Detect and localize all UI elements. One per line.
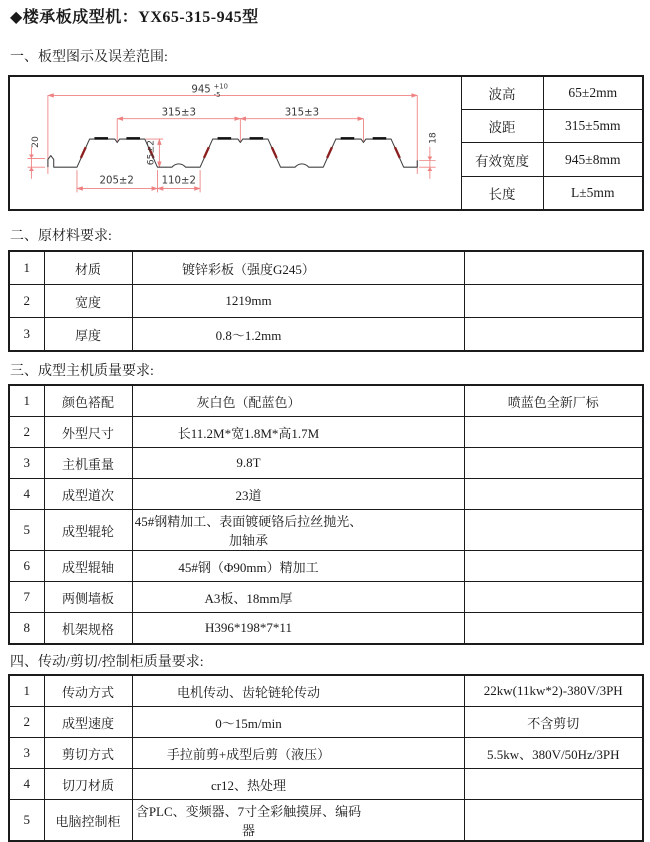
dimension-label-height: 65±2 xyxy=(145,140,157,166)
table-row xyxy=(9,318,643,352)
row-value: 1219mm xyxy=(132,285,464,318)
row-number: 1 xyxy=(9,385,44,417)
row-note xyxy=(464,510,643,551)
spec-value: L±5mm xyxy=(543,176,643,210)
row-value: H396*198*7*11 xyxy=(132,613,464,645)
row-note xyxy=(464,769,643,800)
spec-label: 波高 xyxy=(461,76,543,110)
row-value: 0.8～1.2mm xyxy=(132,318,464,352)
spec-value: 65±2mm xyxy=(543,76,643,110)
row-value: 手拉前剪+成型后剪（液压） xyxy=(132,738,464,769)
dimension-lines xyxy=(48,95,417,188)
row-label: 厚度 xyxy=(44,318,132,352)
table-row xyxy=(9,448,643,479)
row-value: 23道 xyxy=(132,479,464,510)
row-value: 灰白色（配蓝色） xyxy=(132,385,464,417)
row-label: 电脑控制柜 xyxy=(44,800,132,842)
row-note xyxy=(464,582,643,613)
dimension-label-pitch-left: 315±3 xyxy=(161,107,196,119)
row-label: 切刀材质 xyxy=(44,769,132,800)
row-number: 2 xyxy=(9,285,44,318)
page-title: ◆楼承板成型机：YX65-315-945型 xyxy=(10,9,259,26)
row-label: 主机重量 xyxy=(44,448,132,479)
section3-heading: 三、成型主机质量要求: xyxy=(10,364,154,379)
drive-shear-control-table xyxy=(8,674,644,842)
table-row xyxy=(9,769,643,800)
table-row xyxy=(9,76,643,110)
row-note: 22kw(11kw*2)-380V/3PH xyxy=(464,675,643,707)
row-value: 长11.2M*宽1.8M*高1.7M xyxy=(132,417,464,448)
row-number: 8 xyxy=(9,613,44,645)
row-number: 5 xyxy=(9,510,44,551)
row-value: A3板、18mm厚 xyxy=(132,582,464,613)
row-note xyxy=(464,479,643,510)
table-row xyxy=(9,251,643,285)
row-label: 宽度 xyxy=(44,285,132,318)
table-row xyxy=(9,800,643,842)
row-value: 9.8T xyxy=(132,448,464,479)
row-number: 3 xyxy=(9,318,44,352)
table-row xyxy=(9,707,643,738)
dimension-label-right-lip: 18 xyxy=(427,132,439,144)
row-label: 颜色褡配 xyxy=(44,385,132,417)
row-number: 5 xyxy=(9,800,44,842)
row-label: 材质 xyxy=(44,251,132,285)
row-number: 2 xyxy=(9,417,44,448)
row-value: 45#钢（Φ90mm）精加工 xyxy=(132,551,464,582)
extension-lines xyxy=(28,95,436,192)
section4-heading: 四、传动/剪切/控制柜质量要求: xyxy=(10,655,204,670)
forming-machine-table xyxy=(8,384,644,645)
row-number: 1 xyxy=(9,251,44,285)
row-note xyxy=(464,448,643,479)
row-note xyxy=(464,551,643,582)
row-note xyxy=(464,613,643,645)
table-row xyxy=(9,675,643,707)
row-label: 机架规格 xyxy=(44,613,132,645)
row-number: 3 xyxy=(9,448,44,479)
table-row xyxy=(9,510,643,551)
dimension-label-pitch-right: 315±3 xyxy=(284,107,320,119)
row-label: 传动方式 xyxy=(44,675,132,707)
row-note: 喷蓝色全新厂标 xyxy=(464,385,643,417)
dimension-label-left-lip: 20 xyxy=(30,136,42,148)
slope-hatch-marks xyxy=(81,147,400,158)
row-note xyxy=(464,318,643,352)
raw-material-table xyxy=(8,250,644,352)
row-number: 4 xyxy=(9,479,44,510)
spec-label: 有效宽度 xyxy=(461,143,543,176)
row-note xyxy=(464,251,643,285)
row-label: 成型辊轴 xyxy=(44,551,132,582)
dimension-label-overall-sup: +10 xyxy=(213,82,228,91)
row-label: 成型辊轮 xyxy=(44,510,132,551)
dimension-label-valley: 110±2 xyxy=(161,175,196,187)
spec-label: 长度 xyxy=(461,176,543,210)
table-row xyxy=(9,285,643,318)
spec-value: 945±8mm xyxy=(543,143,643,176)
table-row xyxy=(9,613,643,645)
panel-profile-line xyxy=(48,139,417,167)
row-number: 4 xyxy=(9,769,44,800)
dimension-label-overall: 945 xyxy=(191,84,211,96)
section1-heading: 一、板型图示及误差范围: xyxy=(10,50,168,65)
spec-value: 315±5mm xyxy=(543,110,643,143)
row-label: 两侧墙板 xyxy=(44,582,132,613)
table-row xyxy=(9,417,643,448)
row-value: 45#钢精加工、表面镀硬铬后拉丝抛光、加轴承 xyxy=(132,510,464,551)
panel-profile-drawing xyxy=(10,77,460,204)
row-note: 5.5kw、380V/50Hz/3PH xyxy=(464,738,643,769)
table-row xyxy=(9,385,643,417)
spec-label: 波距 xyxy=(461,110,543,143)
row-label: 剪切方式 xyxy=(44,738,132,769)
row-number: 1 xyxy=(9,675,44,707)
row-value: 电机传动、齿轮链轮传动 xyxy=(132,675,464,707)
row-note xyxy=(464,800,643,842)
section2-heading: 二、原材料要求: xyxy=(10,229,112,244)
profile-diagram xyxy=(9,76,461,210)
dimension-label-rib-base: 205±2 xyxy=(99,175,134,187)
table-row xyxy=(9,738,643,769)
panel-spec-table xyxy=(8,75,644,211)
row-number: 6 xyxy=(9,551,44,582)
table-row xyxy=(9,479,643,510)
row-label: 成型道次 xyxy=(44,479,132,510)
row-note xyxy=(464,285,643,318)
row-value: 含PLC、变频器、7寸全彩触摸屏、编码器 xyxy=(132,800,464,842)
row-number: 7 xyxy=(9,582,44,613)
dimension-label-overall-sub: -5 xyxy=(213,90,221,99)
row-label: 外型尺寸 xyxy=(44,417,132,448)
row-value: cr12、热处理 xyxy=(132,769,464,800)
table-row xyxy=(9,551,643,582)
row-note: 不含剪切 xyxy=(464,707,643,738)
row-value: 0～15m/min xyxy=(132,707,464,738)
row-number: 2 xyxy=(9,707,44,738)
small-dim-arrows xyxy=(29,155,432,171)
table-row xyxy=(9,582,643,613)
row-note xyxy=(464,417,643,448)
row-value: 镀锌彩板（强度G245） xyxy=(132,251,464,285)
row-label: 成型速度 xyxy=(44,707,132,738)
row-number: 3 xyxy=(9,738,44,769)
